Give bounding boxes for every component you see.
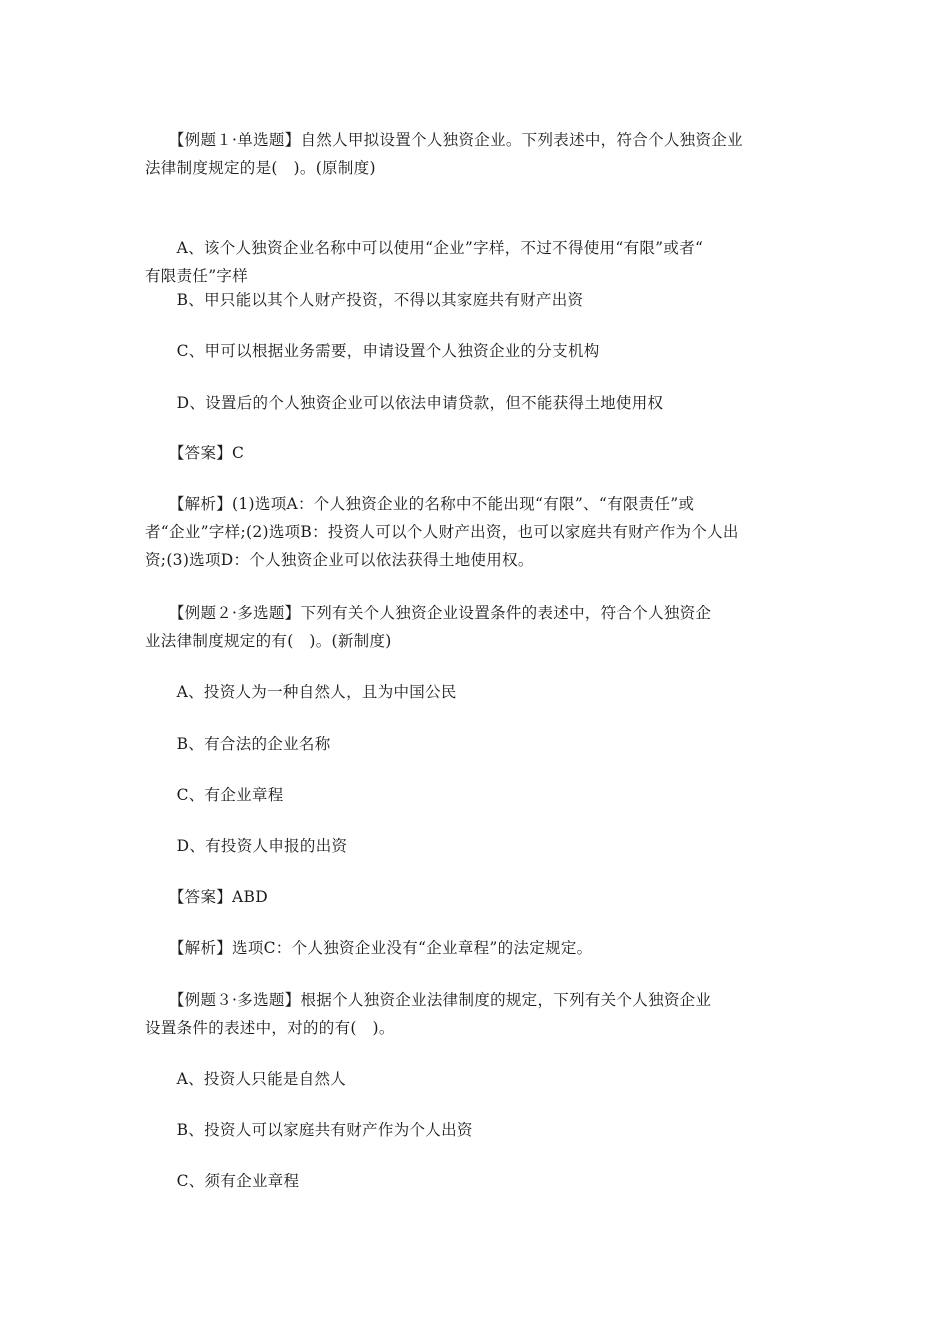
q1-option-b: [145, 286, 805, 314]
q1-option-d: [145, 389, 805, 417]
q1-option-a: [145, 234, 805, 290]
q1-analysis-line1: 【解析】(1)选项A：个人独资企业的名称中不能出现“有限”、“有限责任”或: [145, 495, 695, 513]
q1-option-a-line2: 有限责任”字样: [145, 267, 249, 285]
q1-option-c-text: C、甲可以根据业务需要，申请设置个人独资企业的分支机构: [145, 342, 600, 360]
q3-option-c-text: C、须有企业章程: [145, 1172, 300, 1190]
q1-option-a-line1: A、该个人独资企业名称中可以使用“企业”字样，不过不得使用“有限”或者“: [145, 239, 704, 257]
q2-option-a-text: A、投资人为一种自然人，且为中国公民: [145, 683, 457, 701]
q3-option-c: [145, 1167, 805, 1195]
q1-option-b-text: B、甲只能以其个人财产投资，不得以其家庭共有财产出资: [145, 291, 584, 309]
q3-stem-line1: 【例题３·多选题】根据个人独资企业法律制度的规定，下列有关个人独资企业: [145, 991, 712, 1009]
q3-option-b: [145, 1116, 805, 1144]
q2-option-d: [145, 832, 805, 860]
q3-stem-line2: 设置条件的表述中，对的的有( )。: [145, 1019, 395, 1037]
q2-stem-line2: 业法律制度规定的有( )。(新制度): [145, 632, 392, 650]
q2-stem: [145, 599, 805, 655]
q1-stem: [145, 126, 805, 182]
q1-analysis-line3: 资;(3)选项D：个人独资企业可以依法获得土地使用权。: [145, 551, 534, 569]
q2-answer-text: 【答案】ABD: [145, 888, 268, 906]
q1-analysis-line2: 者“企业”字样;(2)选项B：投资人可以个人财产出资，也可以家庭共有财产作为个人出: [145, 523, 739, 541]
q1-stem-line2: 法律制度规定的是( )。(原制度): [145, 159, 376, 177]
q2-option-c: [145, 781, 805, 809]
q2-answer: [145, 883, 805, 911]
q2-option-b-text: B、有合法的企业名称: [145, 735, 331, 753]
q2-option-a: [145, 678, 805, 706]
q1-option-c: [145, 337, 805, 365]
q2-option-c-text: C、有企业章程: [145, 786, 284, 804]
q2-analysis-text: 【解析】选项C：个人独资企业没有“企业章程”的法定规定。: [145, 939, 593, 957]
q2-option-b: [145, 730, 805, 758]
q3-option-a-text: A、投资人只能是自然人: [145, 1070, 347, 1088]
q1-answer-text: 【答案】C: [145, 444, 245, 462]
q3-option-b-text: B、投资人可以家庭共有财产作为个人出资: [145, 1121, 473, 1139]
q2-option-d-text: D、有投资人申报的出资: [145, 837, 348, 855]
q2-stem-line1: 【例题２·多选题】下列有关个人独资企业设置条件的表述中，符合个人独资企: [145, 604, 712, 622]
q1-answer: [145, 439, 805, 467]
q1-analysis: [145, 490, 805, 574]
q3-option-a: [145, 1065, 805, 1093]
q3-stem: [145, 986, 805, 1042]
q2-analysis: [145, 934, 805, 962]
q1-stem-line1: 【例题１·单选题】自然人甲拟设置个人独资企业。下列表述中，符合个人独资企业: [145, 131, 743, 149]
q1-option-d-text: D、设置后的个人独资企业可以依法申请贷款，但不能获得土地使用权: [145, 394, 664, 412]
